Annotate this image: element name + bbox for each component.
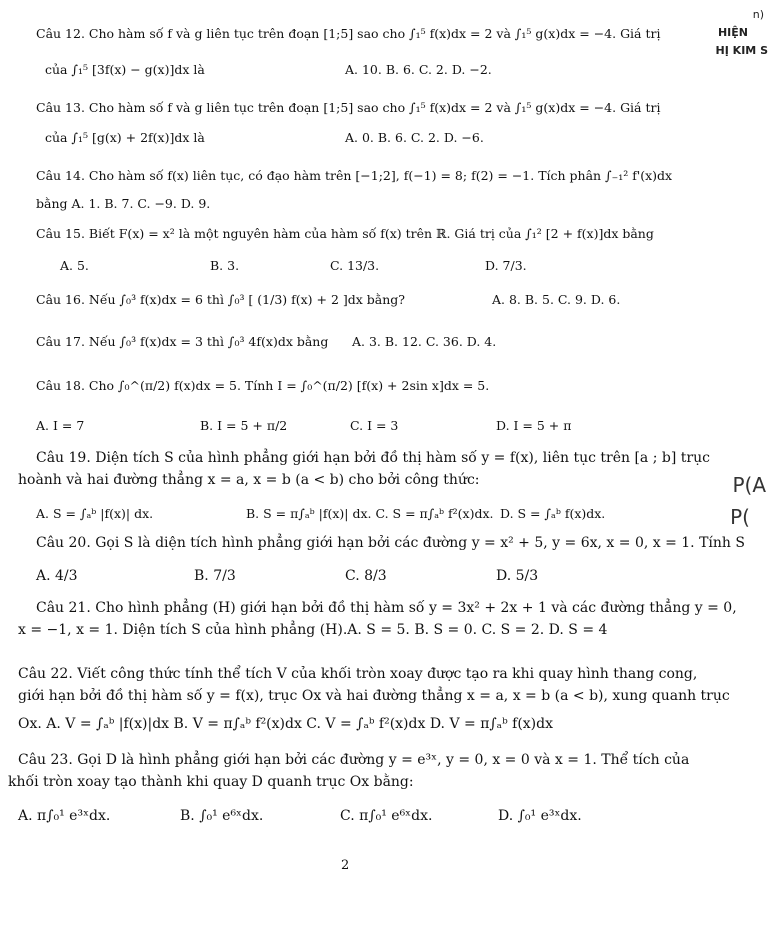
q15-option-c: C. 13/3. [330, 258, 380, 273]
q20-option-a: A. 4/3 [36, 568, 78, 584]
question-23: Câu 23. Gọi D là hình phẳng giới hạn bởi các đường y = e³ˣ, y = 0, x = 0 và x = 1. Thể tích của [18, 752, 690, 768]
q13-line2: của ∫₁⁵ [g(x) + 2f(x)]dx là [45, 130, 205, 145]
q20-option-d: D. 5/3 [496, 568, 539, 584]
question-17: Câu 17. Nếu ∫₀³ f(x)dx = 3 thì ∫₀³ 4f(x)dx bằng [36, 334, 329, 349]
question-22: Câu 22. Viết công thức tính thể tích V của khối tròn xoay được tạo ra khi quay hình thang cong, [18, 666, 698, 682]
q19-option-bc: B. S = π∫ₐᵇ |f(x)| dx. C. S = π∫ₐᵇ f²(x)dx. [246, 506, 494, 521]
side-text-2: HIỆN [717, 26, 748, 39]
question-20: Câu 20. Gọi S là diện tích hình phẳng giới hạn bởi các đường y = x² + 5, y = 6x, x = 0, x = 1. Tính S [36, 535, 745, 551]
q15-option-d: D. 7/3. [485, 258, 527, 273]
side-text-3: HỊ KIM S [715, 44, 768, 57]
q23-line2: khối tròn xoay tạo thành khi quay D quanh trục Ox bằng: [8, 774, 414, 790]
q12-line2: của ∫₁⁵ [3f(x) − g(x)]dx là [45, 62, 205, 77]
q15-option-b: B. 3. [210, 258, 240, 273]
q23-option-c: C. π∫₀¹ e⁶ˣdx. [340, 808, 433, 824]
question-21: Câu 21. Cho hình phẳng (H) giới hạn bởi đồ thị hàm số y = 3x² + 2x + 1 và các đường thẳng y = 0, [36, 600, 737, 616]
side-text-4: P(A [732, 473, 766, 497]
question-12 [36, 26, 716, 41]
question-14: Câu 14. Cho hàm số f(x) liên tục, có đạo hàm trên [−1;2], f(−1) = 8; f(2) = −1. Tích phân ∫₋₁² f'(x)dx [36, 168, 673, 183]
side-text-5: P( [730, 505, 750, 529]
question-13: Câu 13. Cho hàm số f và g liên tục trên đoạn [1;5] sao cho ∫₁⁵ f(x)dx = 2 và ∫₁⁵ g(x)dx = −4. Giá trị [36, 100, 661, 115]
q19-line2: hoành và hai đường thẳng x = a, x = b (a < b) cho bởi công thức: [18, 472, 480, 488]
q16-options: A. 8. B. 5. C. 9. D. 6. [492, 292, 621, 307]
q12-options: A. 10. B. 6. C. 2. D. −2. [345, 62, 492, 77]
q18-option-c: C. I = 3 [350, 418, 399, 433]
q22-line2: giới hạn bởi đồ thị hàm số y = f(x), trục Ox và hai đường thẳng x = a, x = b (a < b), xung quanh trục [18, 688, 730, 704]
q18-option-a: A. I = 7 [36, 418, 85, 433]
q14-line2: bằng A. 1. B. 7. C. −9. D. 9. [36, 196, 211, 211]
question-19: Câu 19. Diện tích S của hình phẳng giới hạn bởi đồ thị hàm số y = f(x), liên tục trên [a ; b] trục [36, 450, 710, 466]
question-15: Câu 15. Biết F(x) = x² là một nguyên hàm của hàm số f(x) trên ℝ. Giá trị của ∫₁² [2 + f(x)]dx bằng [36, 226, 654, 241]
q19-option-d: D. S = ∫ₐᵇ f(x)dx. [500, 506, 606, 521]
page-number: 2 [341, 858, 350, 873]
q23-option-b: B. ∫₀¹ e⁶ˣdx. [180, 808, 264, 824]
q12-stem: Câu 12. Cho hàm số f và g liên tục trên đoạn [1;5] sao cho ∫₁⁵ f(x)dx = 2 và ∫₁⁵ g(x)dx = −4. Giá trị [36, 26, 661, 41]
q20-option-b: B. 7/3 [194, 568, 236, 584]
q23-option-a: A. π∫₀¹ e³ˣdx. [18, 808, 111, 824]
q23-option-d: D. ∫₀¹ e³ˣdx. [498, 808, 582, 824]
q13-options: A. 0. B. 6. C. 2. D. −6. [345, 130, 484, 145]
q22-line3: Ox. A. V = ∫ₐᵇ |f(x)|dx B. V = π∫ₐᵇ f²(x)dx C. V = ∫ₐᵇ f²(x)dx D. V = π∫ₐᵇ f(x)dx [18, 716, 553, 732]
q17-options: A. 3. B. 12. C. 36. D. 4. [352, 334, 497, 349]
q21-line2: x = −1, x = 1. Diện tích S của hình phẳng (H).A. S = 5. B. S = 0. C. S = 2. D. S = 4 [18, 622, 608, 638]
question-16: Câu 16. Nếu ∫₀³ f(x)dx = 6 thì ∫₀³ [ (1/3) f(x) + 2 ]dx bằng? [36, 292, 406, 307]
question-18: Câu 18. Cho ∫₀^(π/2) f(x)dx = 5. Tính I = ∫₀^(π/2) [f(x) + 2sin x]dx = 5. [36, 378, 490, 393]
q15-option-a: A. 5. [60, 258, 89, 273]
q18-option-d: D. I = 5 + π [496, 418, 572, 433]
q18-option-b: B. I = 5 + π/2 [200, 418, 288, 433]
q20-option-c: C. 8/3 [345, 568, 387, 584]
q19-option-a: A. S = ∫ₐᵇ |f(x)| dx. [36, 506, 154, 521]
side-text-1: n) [752, 8, 764, 21]
